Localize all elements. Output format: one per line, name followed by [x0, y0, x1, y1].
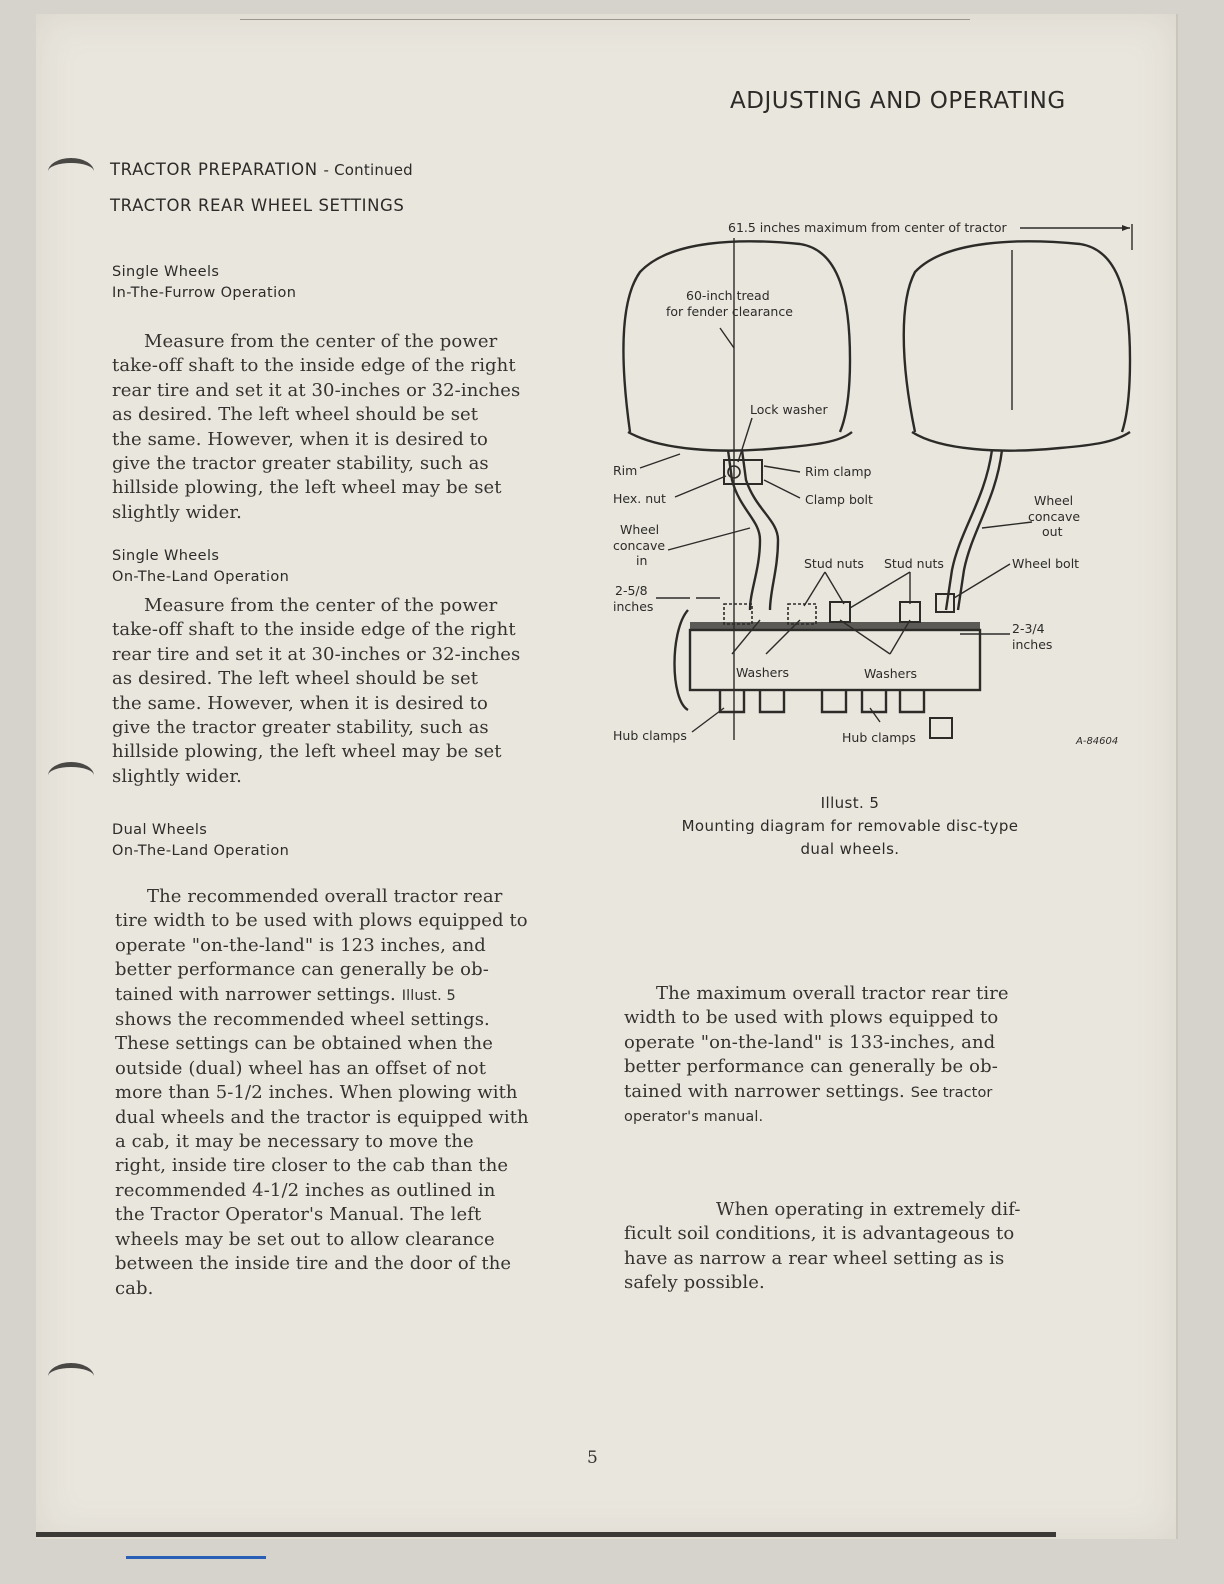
leader-line	[764, 466, 800, 472]
label-stud-nuts: Stud nuts	[804, 556, 864, 571]
label-dimension-left: 2-5/8	[615, 583, 648, 598]
leader-line	[825, 572, 844, 604]
leader-line	[640, 454, 680, 468]
dual-land-paragraph	[115, 885, 529, 1301]
text-line: give the tractor greater stability, such as	[112, 453, 489, 475]
text-line: slightly wider.	[112, 501, 242, 523]
text-line: When operating in extremely dif-	[716, 1199, 1021, 1220]
leader-line	[720, 328, 734, 348]
hub-clamp-icon	[822, 690, 846, 712]
single-land-paragraph	[112, 594, 520, 789]
text-line: operate "on-the-land" is 133-inches, and	[624, 1031, 996, 1053]
text-fragment: tained with narrower settings.	[115, 983, 396, 1005]
label-clamp-bolt: Clamp bolt	[805, 492, 873, 507]
single-land-heading	[112, 546, 289, 588]
text-line: width to be used with plows equipped to	[624, 1007, 999, 1029]
right-paragraph-max-width	[624, 982, 1009, 1129]
text-line: Measure from the center of the power	[144, 331, 498, 352]
text-line: hillside plowing, the left wheel may be set	[112, 741, 502, 763]
binder-hole-icon	[48, 1363, 94, 1390]
text-line: ficult soil conditions, it is advantageous to	[624, 1223, 1015, 1245]
manual-reference: operator's manual.	[624, 1109, 764, 1126]
text-line: operate "on-the-land" is 123 inches, and	[115, 934, 486, 956]
text-fragment: tained with narrower settings.	[624, 1080, 905, 1102]
text-line: shows the recommended wheel settings.	[115, 1009, 490, 1031]
text-line: hillside plowing, the left wheel may be set	[112, 477, 502, 499]
heading-line: Dual Wheels	[112, 822, 208, 838]
heading-line: On-The-Land Operation	[112, 843, 290, 859]
stud-nut-icon	[830, 602, 850, 622]
section-title-suffix: - Continued	[323, 161, 413, 179]
text-line: Measure from the center of the power	[144, 595, 498, 616]
label-rim: Rim	[613, 463, 638, 478]
leader-line	[692, 708, 724, 732]
leader-line	[804, 572, 825, 606]
text-line: the Tractor Operator's Manual. The left	[115, 1204, 482, 1226]
right-paragraph-difficult-soil	[624, 1198, 1021, 1296]
leader-line	[870, 708, 880, 722]
leader-line	[668, 528, 750, 550]
inner-wheel-disc-edge	[742, 450, 778, 610]
text-line: wheels may be set out to allow clearance	[115, 1228, 495, 1250]
text-line: better performance can generally be ob-	[624, 1056, 998, 1078]
heading-line: Single Wheels	[112, 264, 220, 280]
label-dimension-left: inches	[613, 599, 654, 614]
leader-line	[764, 480, 800, 498]
illustration-reference: Illust. 5	[401, 987, 456, 1004]
outer-wheel-disc	[946, 450, 992, 610]
label-hub-clamps: Hub clamps	[842, 730, 916, 745]
label-max-width: 61.5 inches maximum from center of tractor	[728, 220, 1007, 235]
text-line	[115, 983, 529, 1008]
caption-line: dual wheels.	[800, 840, 900, 858]
text-line: have as narrow a rear wheel setting as is	[624, 1247, 1005, 1269]
text-line: as desired. The left wheel should be set	[112, 668, 479, 690]
leader-line	[738, 418, 752, 462]
dual-land-heading	[112, 820, 289, 862]
section-title-text: TRACTOR PREPARATION	[110, 160, 318, 179]
text-line: tire width to be used with plows equipped to	[115, 910, 528, 932]
label-hub-clamps: Hub clamps	[613, 728, 687, 743]
single-furrow-paragraph	[112, 330, 520, 525]
label-tread-line1: 60-inch tread	[686, 288, 770, 303]
text-line: These settings can be obtained when the	[115, 1033, 493, 1055]
caption-line: Illust. 5	[820, 794, 880, 812]
figure-caption	[650, 792, 1050, 861]
label-washers: Washers	[864, 666, 917, 681]
hub-clamp-icon	[760, 690, 784, 712]
text-line: as desired. The left wheel should be set	[112, 404, 479, 426]
scan-edge-line	[126, 1556, 266, 1559]
bottom-rule	[36, 1532, 1056, 1537]
inner-tire-bead	[628, 432, 852, 451]
heading-line: In-The-Furrow Operation	[112, 285, 297, 301]
manual-reference: See tractor	[910, 1084, 993, 1101]
text-line: recommended 4-1/2 inches as outlined in	[115, 1179, 496, 1201]
text-line: right, inside tire closer to the cab than the	[115, 1155, 509, 1177]
section-title	[110, 160, 413, 179]
text-line: The recommended overall tractor rear	[147, 886, 503, 907]
label-washers: Washers	[736, 665, 789, 680]
outer-tire-outline	[904, 241, 1130, 432]
text-line: between the inside tire and the door of the	[115, 1253, 512, 1275]
stud-nut-icon	[788, 604, 816, 624]
outer-tire-bead	[912, 432, 1130, 451]
label-wheel-concave-out: Wheel	[1034, 493, 1074, 508]
stud-nut-icon	[900, 602, 920, 622]
hub-end-icon	[675, 610, 689, 710]
text-line: take-off shaft to the inside edge of the right	[112, 355, 516, 377]
leader-line	[675, 476, 726, 497]
page-number: 5	[587, 1448, 598, 1468]
stud-nut-icon	[724, 604, 752, 624]
text-line: cab.	[115, 1277, 154, 1299]
label-rim-clamp: Rim clamp	[805, 464, 872, 479]
text-line: dual wheels and the tractor is equipped with	[115, 1106, 529, 1128]
heading-line: Single Wheels	[112, 548, 220, 564]
arrowhead-icon	[1122, 225, 1130, 231]
single-furrow-heading	[112, 262, 296, 304]
label-dimension-right: inches	[1012, 637, 1053, 652]
label-wheel-concave-out: concave	[1028, 509, 1081, 524]
hub-clamp-icon	[900, 690, 924, 712]
label-hex-nut: Hex. nut	[613, 491, 666, 506]
text-line: safely possible.	[624, 1272, 765, 1294]
text-line: better performance can generally be ob-	[115, 959, 489, 981]
text-line: more than 5-1/2 inches. When plowing with	[115, 1082, 518, 1104]
text-line: The maximum overall tractor rear tire	[656, 983, 1009, 1004]
wheel-mounting-diagram	[600, 210, 1160, 770]
label-wheel-concave-in: in	[636, 553, 648, 568]
label-tread-line2: for fender clearance	[666, 304, 793, 319]
text-line: outside (dual) wheel has an offset of not	[115, 1057, 487, 1079]
text-line: the same. However, when it is desired to	[112, 692, 488, 714]
text-line: a cab, it may be necessary to move the	[115, 1131, 474, 1153]
page-header-title: ADJUSTING AND OPERATING	[730, 88, 1066, 114]
label-lock-washer: Lock washer	[750, 402, 828, 417]
text-line: rear tire and set it at 30-inches or 32-inches	[112, 643, 521, 665]
caption-line: Mounting diagram for removable disc-type	[681, 817, 1019, 835]
label-wheel-concave-in: concave	[613, 538, 666, 553]
label-reference-code: A-84604	[1076, 736, 1119, 747]
label-wheel-concave-out: out	[1042, 524, 1063, 539]
label-stud-nuts: Stud nuts	[884, 556, 944, 571]
text-line: the same. However, when it is desired to	[112, 428, 488, 450]
text-line: rear tire and set it at 30-inches or 32-inches	[112, 379, 521, 401]
label-wheel-bolt: Wheel bolt	[1012, 556, 1080, 571]
label-wheel-concave-in: Wheel	[620, 522, 660, 537]
hub-clamp-icon	[862, 690, 886, 712]
section-subtitle: TRACTOR REAR WHEEL SETTINGS	[110, 196, 405, 215]
leader-line	[982, 522, 1032, 528]
top-rule	[240, 19, 970, 20]
text-line: give the tractor greater stability, such as	[112, 717, 489, 739]
text-line: take-off shaft to the inside edge of the right	[112, 619, 516, 641]
label-dimension-right: 2-3/4	[1012, 621, 1045, 636]
binder-hole-icon	[48, 158, 94, 185]
binder-hole-icon	[48, 762, 94, 789]
text-line: slightly wider.	[112, 765, 242, 787]
hub-clamp-bolt-icon	[930, 718, 952, 738]
text-line	[624, 1080, 1009, 1105]
heading-line: On-The-Land Operation	[112, 569, 290, 585]
